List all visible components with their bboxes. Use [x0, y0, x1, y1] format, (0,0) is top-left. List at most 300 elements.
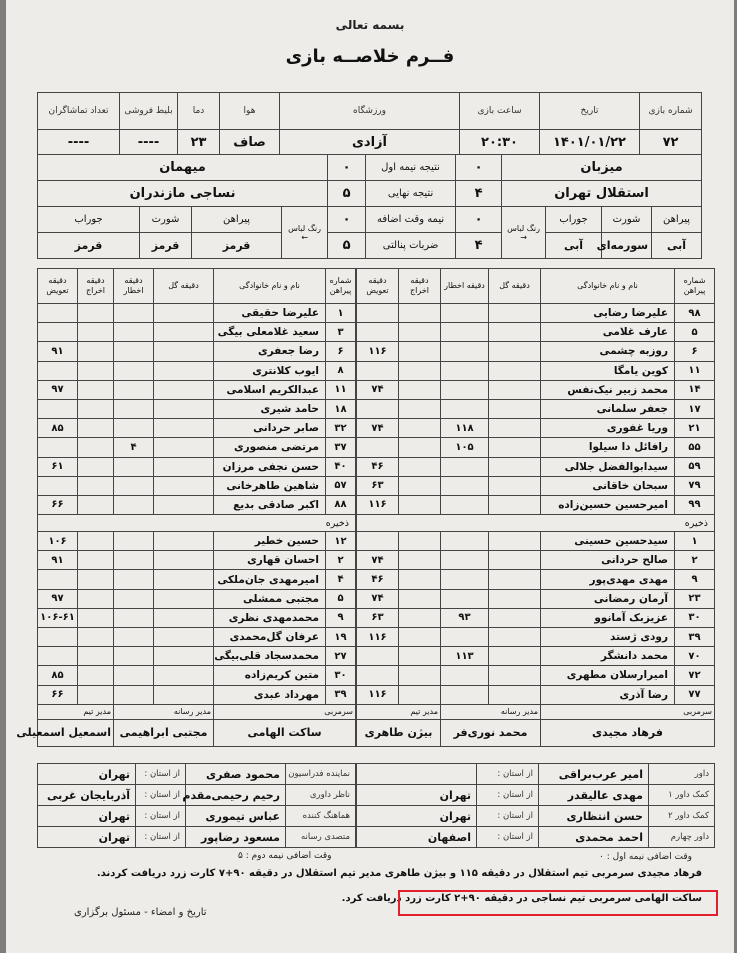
sub-minute: [357, 361, 399, 380]
warning-minute: [114, 304, 154, 323]
goal-minute: [489, 304, 541, 323]
player-name: حامد شیری: [214, 399, 326, 418]
province-label: از استان :: [136, 827, 186, 848]
referee-row: [357, 785, 715, 806]
table-row: [38, 476, 356, 495]
table-row: [357, 570, 715, 589]
sub-minute: ۹۷: [38, 589, 78, 608]
sub-minute: [38, 647, 78, 666]
sendoff-minute: [399, 532, 441, 551]
player-name: سیدحسین حسینی: [541, 532, 675, 551]
shirt-number: ۳۰: [326, 666, 356, 685]
goal-minute: [154, 380, 214, 399]
coach-label: سرمربی: [214, 704, 356, 719]
sendoff-minute: [399, 419, 441, 438]
referee-row: [38, 764, 356, 785]
sub-minute: [357, 666, 399, 685]
officials-row: [357, 719, 715, 746]
table-row: [357, 532, 715, 551]
sub-minute: ۷۴: [357, 589, 399, 608]
warning-minute: [441, 551, 489, 570]
host-team: استقلال تهران: [502, 181, 702, 207]
table-row: [38, 323, 356, 342]
guest-extra: ۰: [328, 207, 366, 233]
shirt-number: ۱۴: [675, 380, 715, 399]
shirt-number: ۵۷: [326, 476, 356, 495]
goal-minute: [489, 399, 541, 418]
goal-minute: [489, 380, 541, 399]
player-name: مهدی مهدی‌پور: [541, 570, 675, 589]
sendoff-minute: [78, 476, 114, 495]
goal-minute: [154, 685, 214, 704]
table-row: [38, 685, 356, 704]
team-manager-name: اسمعیل اسمعیلی: [38, 719, 114, 746]
player-name: رضا آذری: [541, 685, 675, 704]
player-name: حسین خطیر: [214, 532, 326, 551]
table-row: [38, 570, 356, 589]
guest-label: میهمان: [38, 155, 328, 181]
reserve-label: ذخیره: [38, 515, 356, 532]
value-match-no: ۷۲: [640, 130, 702, 155]
table-row: [357, 380, 715, 399]
player-name: آرمان رمضانی: [541, 589, 675, 608]
province-label: از استان :: [477, 806, 539, 827]
player-name: مرتضی منصوری: [214, 438, 326, 457]
table-row: [357, 608, 715, 627]
sub-minute: ۷۴: [357, 551, 399, 570]
goal-minute: [489, 551, 541, 570]
table-row: [357, 304, 715, 323]
guest-players-table: [16, 268, 356, 747]
shirt-number: ۲۱: [675, 419, 715, 438]
table-row: [38, 589, 356, 608]
manager-label: مدیر تیم: [357, 704, 441, 719]
province-label: از استان :: [136, 806, 186, 827]
host-kit-shirt: آبی: [652, 233, 702, 259]
host-kit-socks-h: جوراب: [546, 207, 602, 233]
extra-label: نیمه وقت اضافه: [366, 207, 456, 233]
media-manager-name: مجتبی ابراهیمی: [114, 719, 214, 746]
host-halftime: ۰: [456, 155, 502, 181]
highlight-box: [398, 890, 718, 916]
referee-name: محمود صفری: [186, 764, 286, 785]
table-row: [357, 628, 715, 647]
warning-minute: ۴: [114, 438, 154, 457]
goal-minute: [489, 570, 541, 589]
goal-minute: [489, 476, 541, 495]
sub-minute: [38, 323, 78, 342]
table-row: [357, 647, 715, 666]
value-date: ۱۴۰۱/۰۱/۲۲: [540, 130, 640, 155]
player-name: اکبر صادقی بدیع: [214, 495, 326, 514]
shirt-number: ۳۰: [675, 608, 715, 627]
province-name: تهران: [357, 785, 477, 806]
player-name: سیدابوالفضل جلالی: [541, 457, 675, 476]
host-extra: ۰: [456, 207, 502, 233]
host-players-table: [356, 268, 715, 747]
sendoff-minute: [78, 342, 114, 361]
shirt-number: ۲۷: [326, 647, 356, 666]
shirt-number: ۹۸: [675, 304, 715, 323]
sendoff-minute: [399, 304, 441, 323]
referee-role: ناظر داوری: [286, 785, 356, 806]
player-name: محمدمهدی نظری: [214, 608, 326, 627]
warning-minute: [114, 495, 154, 514]
goal-minute: [489, 361, 541, 380]
player-name: صالح حردانی: [541, 551, 675, 570]
player-name: شاهین طاهرخانی: [214, 476, 326, 495]
sendoff-minute: [78, 323, 114, 342]
col-sub: دقیقه تعویض: [38, 269, 78, 304]
sendoff-minute: [399, 647, 441, 666]
match-info-table: [37, 92, 702, 155]
sub-minute: ۱۰۶: [38, 532, 78, 551]
warning-minute: [114, 476, 154, 495]
sendoff-minute: [78, 551, 114, 570]
table-row: [38, 419, 356, 438]
player-name: محمد دانشگر: [541, 647, 675, 666]
player-name: متین کریم‌زاده: [214, 666, 326, 685]
referee-role: هماهنگ کننده: [286, 806, 356, 827]
label-time: ساعت بازی: [460, 93, 540, 130]
final-label: نتیجه نهایی: [366, 181, 456, 207]
goal-minute: [489, 628, 541, 647]
officials-row: [38, 719, 356, 746]
host-kit-shorts-h: شورت: [602, 207, 652, 233]
warning-minute: [114, 419, 154, 438]
warning-minute: [114, 666, 154, 685]
table-row: [357, 399, 715, 418]
col-name: نام و نام خانوادگی: [541, 269, 675, 304]
player-name: احسان قهاری: [214, 551, 326, 570]
sub-minute: ۱۰۶-۶۱: [38, 608, 78, 627]
warning-minute: [114, 570, 154, 589]
player-name: سعید غلامعلی بیگی: [214, 323, 326, 342]
sub-minute: ۱۱۶: [357, 685, 399, 704]
player-name: مجتبی ممشلی: [214, 589, 326, 608]
sub-minute: [38, 304, 78, 323]
sub-minute: ۱۱۶: [357, 495, 399, 514]
col-goal: دقیقه گل: [489, 269, 541, 304]
shirt-number: ۷۷: [675, 685, 715, 704]
sub-minute: ۶۶: [38, 495, 78, 514]
warning-minute: [441, 685, 489, 704]
sendoff-minute: [78, 647, 114, 666]
player-name: عارف غلامی: [541, 323, 675, 342]
sendoff-minute: [399, 380, 441, 399]
extra-time-first: وقت اضافی نیمه اول : ۰: [599, 852, 692, 862]
shirt-number: ۵: [326, 589, 356, 608]
warning-minute: [441, 570, 489, 589]
warning-minute: [441, 399, 489, 418]
coach-name: فرهاد مجیدی: [541, 719, 715, 746]
label-tickets: بلیط فروشی: [120, 93, 178, 130]
province-label: از استان :: [477, 764, 539, 785]
player-name: کوین یامگا: [541, 361, 675, 380]
sendoff-minute: [78, 666, 114, 685]
coach-label: سرمربی: [541, 704, 715, 719]
warning-minute: [114, 342, 154, 361]
shirt-number: ۲۳: [675, 589, 715, 608]
table-row: [38, 608, 356, 627]
guest-kit-socks-h: جوراب: [38, 207, 140, 233]
warning-minute: [441, 323, 489, 342]
col-shirt: شماره پیراهن: [326, 269, 356, 304]
table-row: [357, 323, 715, 342]
sub-minute: ۹۱: [38, 342, 78, 361]
player-name: عزیزبک آمانوو: [541, 608, 675, 627]
province-name: آذربایجان غربی: [38, 785, 136, 806]
sub-minute: ۷۴: [357, 419, 399, 438]
guest-penalty: ۵: [328, 233, 366, 259]
goal-minute: [154, 666, 214, 685]
sub-minute: [357, 399, 399, 418]
sendoff-minute: [399, 608, 441, 627]
officials-header: [357, 704, 715, 719]
sendoff-minute: [78, 570, 114, 589]
value-weather: صاف: [220, 130, 280, 155]
shirt-number: ۷۰: [675, 647, 715, 666]
sendoff-minute: [399, 551, 441, 570]
table-row: [357, 589, 715, 608]
warning-minute: [114, 647, 154, 666]
warning-minute: [114, 628, 154, 647]
col-out: دقیقه اخراج: [78, 269, 114, 304]
shirt-number: ۳۲: [326, 419, 356, 438]
extra-time-second: وقت اضافی نیمه دوم : ۵: [238, 851, 332, 861]
media-manager-name: محمد نوری‌فر: [441, 719, 541, 746]
warning-minute: [114, 589, 154, 608]
penalty-label: ضربات پنالتی: [366, 233, 456, 259]
table-row: [38, 532, 356, 551]
goal-minute: [154, 570, 214, 589]
signature-label: تاریخ و امضاء - مسئول برگزاری: [74, 907, 207, 918]
sendoff-minute: [399, 495, 441, 514]
goal-minute: [154, 589, 214, 608]
player-name: ایوب کلانتری: [214, 361, 326, 380]
warning-minute: [114, 685, 154, 704]
province-label: از استان :: [136, 764, 186, 785]
shirt-number: ۸: [326, 361, 356, 380]
sub-minute: ۹۷: [38, 380, 78, 399]
table-row: [357, 438, 715, 457]
warning-minute: ۱۱۸: [441, 419, 489, 438]
referee-role: نماینده فدراسیون: [286, 764, 356, 785]
shirt-number: ۲: [675, 551, 715, 570]
referee-row: [357, 764, 715, 785]
manager-label: مدیر تیم: [38, 704, 114, 719]
referee-row: [357, 827, 715, 848]
table-row: [38, 647, 356, 666]
sendoff-minute: [399, 476, 441, 495]
warning-minute: [114, 323, 154, 342]
table-row: [357, 457, 715, 476]
player-name: امیرمهدی جان‌ملکی: [214, 570, 326, 589]
result-table: [37, 154, 702, 259]
warning-minute: [114, 532, 154, 551]
warning-minute: [441, 532, 489, 551]
sendoff-minute: [78, 589, 114, 608]
referee-name: مهدی عالیقدر: [539, 785, 649, 806]
table-row: [357, 419, 715, 438]
referee-role: کمک داور ۱: [649, 785, 715, 806]
goal-minute: [154, 628, 214, 647]
shirt-number: ۹۹: [675, 495, 715, 514]
goal-minute: [489, 589, 541, 608]
value-tickets: ----: [120, 130, 178, 155]
table-row: [38, 666, 356, 685]
goal-minute: [154, 361, 214, 380]
referee-name: حسن انتظاری: [539, 806, 649, 827]
media-label: مدیر رسانه: [441, 704, 541, 719]
referee-row: [38, 785, 356, 806]
col-warn: دقیقه اخطار: [114, 269, 154, 304]
province-name: تهران: [357, 806, 477, 827]
table-row: [357, 495, 715, 514]
players-header: [357, 269, 715, 304]
table-row: [38, 361, 356, 380]
sub-minute: [357, 323, 399, 342]
col-warn: دقیقه اخطار: [441, 269, 489, 304]
goal-minute: [489, 608, 541, 627]
player-name: علیرضا رضایی: [541, 304, 675, 323]
bismillah: بسمه تعالی: [335, 18, 405, 32]
goal-minute: [489, 666, 541, 685]
player-name: جعفر سلمانی: [541, 399, 675, 418]
sendoff-minute: [399, 457, 441, 476]
guest-kit-socks: قرمز: [38, 233, 140, 259]
sendoff-minute: [399, 589, 441, 608]
referee-row: [38, 806, 356, 827]
sub-minute: ۹۱: [38, 551, 78, 570]
shirt-number: ۹: [326, 608, 356, 627]
shirt-number: ۳: [326, 323, 356, 342]
sub-minute: [38, 570, 78, 589]
goal-minute: [154, 532, 214, 551]
sub-minute: [38, 438, 78, 457]
label-spectators: تعداد تماشاگران: [38, 93, 120, 130]
table-row: [38, 628, 356, 647]
col-shirt: شماره پیراهن: [675, 269, 715, 304]
player-name: وریا غفوری: [541, 419, 675, 438]
col-sub: دقیقه تعویض: [357, 269, 399, 304]
guest-team: نساجی مازندران: [38, 181, 328, 207]
warning-minute: [114, 399, 154, 418]
host-final: ۴: [456, 181, 502, 207]
table-row: [357, 342, 715, 361]
sub-minute: [38, 476, 78, 495]
table-row: [38, 551, 356, 570]
table-row: [357, 685, 715, 704]
warning-minute: [114, 457, 154, 476]
shirt-number: ۶: [326, 342, 356, 361]
sub-minute: ۴۶: [357, 570, 399, 589]
goal-minute: [489, 532, 541, 551]
warning-minute: [114, 551, 154, 570]
label-weather: هوا: [220, 93, 280, 130]
shirt-number: ۱۹: [326, 628, 356, 647]
label-temp: دما: [178, 93, 220, 130]
warning-minute: [441, 380, 489, 399]
goal-minute: [154, 551, 214, 570]
shirt-number: ۱۲: [326, 532, 356, 551]
label-match-no: شماره بازی: [640, 93, 702, 130]
sub-minute: [38, 361, 78, 380]
goal-minute: [489, 457, 541, 476]
guest-kit-arrow: رنگ لباس ←: [282, 207, 328, 259]
player-name: سبحان خاقانی: [541, 476, 675, 495]
referee-role: داور چهارم: [649, 827, 715, 848]
goal-minute: [154, 342, 214, 361]
sendoff-minute: [78, 495, 114, 514]
note-1: فرهاد مجیدی سرمربی تیم استقلال در دقیقه ۱۱۵ و بیژن طاهری مدیر تیم استقلال در دقیقه ۹۰+۷ کارت زرد دریافت کردند.: [96, 868, 702, 879]
shirt-number: ۲: [326, 551, 356, 570]
sendoff-minute: [78, 608, 114, 627]
match-summary-form: [6, 0, 734, 953]
reserve-header: [38, 515, 356, 532]
goal-minute: [154, 608, 214, 627]
coach-name: ساکت الهامی: [214, 719, 356, 746]
province-name: تهران: [38, 806, 136, 827]
sub-minute: [357, 532, 399, 551]
table-row: [38, 342, 356, 361]
guest-kit-shorts: قرمز: [140, 233, 192, 259]
value-time: ۲۰:۳۰: [460, 130, 540, 155]
shirt-number: ۳۹: [326, 685, 356, 704]
goal-minute: [154, 647, 214, 666]
province-label: از استان :: [477, 785, 539, 806]
sendoff-minute: [78, 399, 114, 418]
goal-minute: [489, 342, 541, 361]
shirt-number: ۵۵: [675, 438, 715, 457]
sendoff-minute: [399, 438, 441, 457]
table-row: [38, 438, 356, 457]
shirt-number: ۱۱: [326, 380, 356, 399]
referee-row: [357, 806, 715, 827]
province-name: [357, 764, 477, 785]
label-date: تاریخ: [540, 93, 640, 130]
referee-name: مسعود رضاپور: [186, 827, 286, 848]
reserve-header: [357, 515, 715, 532]
team-manager-name: بیژن طاهری: [357, 719, 441, 746]
form-title: فــرم خلاصــه بازی: [285, 46, 455, 67]
warning-minute: [441, 666, 489, 685]
shirt-number: ۱۱: [675, 361, 715, 380]
sub-minute: ۸۵: [38, 419, 78, 438]
sub-minute: ۴۶: [357, 457, 399, 476]
table-row: [38, 304, 356, 323]
goal-minute: [489, 685, 541, 704]
shirt-number: ۵: [675, 323, 715, 342]
media-label: مدیر رسانه: [114, 704, 214, 719]
col-name: نام و نام خانوادگی: [214, 269, 326, 304]
goal-minute: [489, 419, 541, 438]
host-kit-socks: آبی: [546, 233, 602, 259]
sendoff-minute: [78, 532, 114, 551]
referee-role: کمک داور ۲: [649, 806, 715, 827]
sendoff-minute: [399, 685, 441, 704]
player-name: رافائل دا سیلوا: [541, 438, 675, 457]
sub-minute: [357, 647, 399, 666]
player-name: علیرضا حقیقی: [214, 304, 326, 323]
value-temp: ۲۳: [178, 130, 220, 155]
shirt-number: ۳۹: [675, 628, 715, 647]
goal-minute: [489, 495, 541, 514]
reserve-label: ذخیره: [357, 515, 715, 532]
host-label: میزبان: [502, 155, 702, 181]
guest-kit-shirt-h: پیراهن: [192, 207, 282, 233]
guest-final: ۵: [328, 181, 366, 207]
